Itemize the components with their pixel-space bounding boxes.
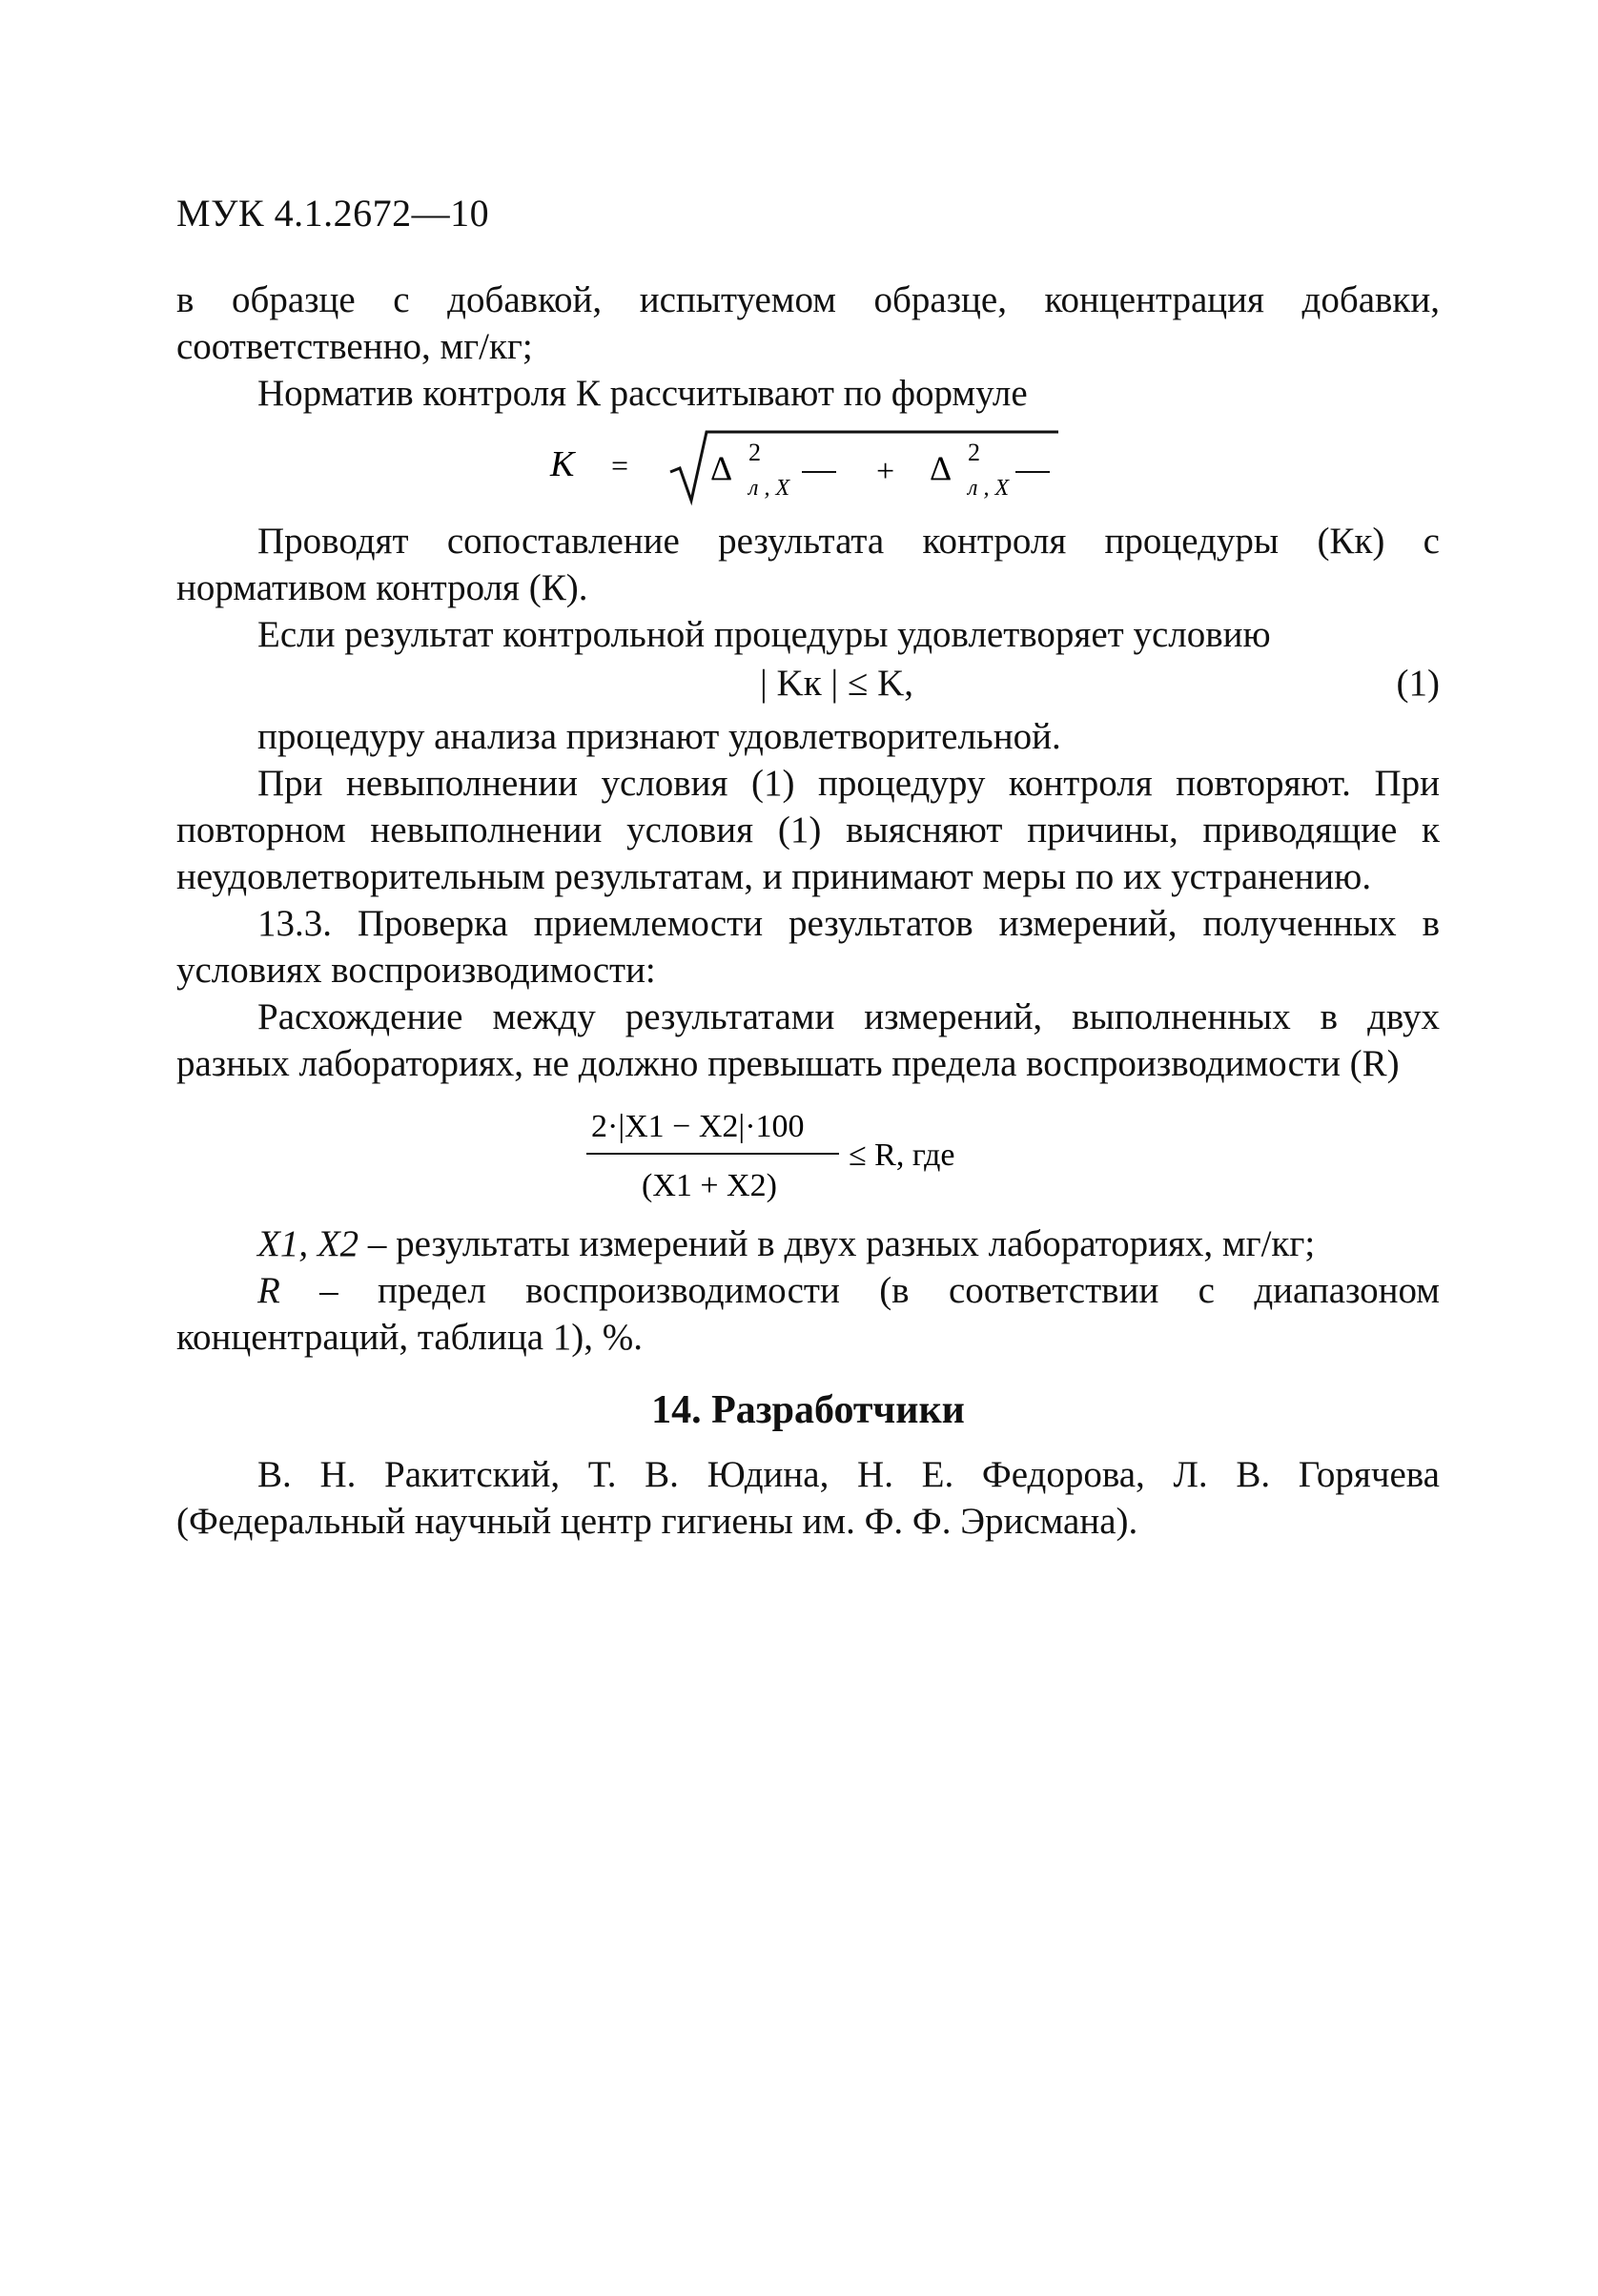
- paragraph-procedure-satisfactory: процедуру анализа признают удовлетворительной.: [257, 716, 1061, 757]
- paragraph-r-variable: [176, 1267, 1440, 1361]
- delta-symbol-1: Δ: [710, 449, 733, 487]
- formula-reproducibility-row: [176, 1097, 1440, 1211]
- r-variable-label: R: [257, 1270, 280, 1311]
- x-variables-label: X1, X2: [257, 1223, 359, 1264]
- subscript-lx-b: л , X: [968, 476, 1010, 501]
- formula-k-lhs: K: [550, 444, 575, 484]
- paragraph-repeat-procedure: При невыполнении условия (1) процедуру контроля повторяют. При повторном невыполнении условия (1) выясняют причины, приводящие к неудовлетворительным результатам, и принимают меры по их устранению.: [176, 763, 1440, 897]
- condition-1-formula: | Kк | ≤ K,: [759, 663, 914, 704]
- superscript-2-b: 2: [968, 439, 980, 466]
- main-text-block: [176, 277, 1440, 1545]
- formula-plus: +: [876, 454, 895, 489]
- paragraph-control-standard-intro: Норматив контроля К рассчитывают по формуле: [257, 373, 1028, 414]
- r-variable-description: – предел воспроизводимости (в соответствии с диапазоном концентраций, таблица 1), %.: [176, 1270, 1440, 1358]
- paragraph-sample-definition: в образце с добавкой, испытуемом образце, концентрация добавки, соответственно, мг/кг;: [176, 279, 1440, 367]
- condition-1-row: [176, 660, 1440, 709]
- paragraph-comparison: Проводят сопоставление результата контроля процедуры (Кк) с нормативом контроля (К).: [176, 521, 1440, 608]
- formula-k-row: [176, 422, 1440, 510]
- formula-repro-denominator: (X1 + X2): [642, 1168, 777, 1203]
- paragraph-section-13-3: 13.3. Проверка приемлемости результатов измерений, полученных в условиях воспроизводимости:: [176, 903, 1440, 991]
- x-variables-description: – результаты измерений в двух разных лабораториях, мг/кг;: [359, 1223, 1316, 1264]
- formula-repro-rhs: ≤ R, где: [849, 1138, 955, 1173]
- condition-1-number: (1): [1396, 663, 1440, 704]
- document-code-header: МУК 4.1.2672—10: [176, 192, 490, 235]
- paragraph-reproducibility-limit: Расхождение между результатами измерений, выполненных в двух разных лабораториях, не должно превышать предела воспроизводимости (R): [176, 996, 1440, 1084]
- paragraph-x-variables: [176, 1220, 1440, 1267]
- delta-symbol-2: Δ: [930, 449, 953, 487]
- paragraph-developers: В. Н. Ракитский, Т. В. Юдина, Н. Е. Федорова, Л. В. Горячева (Федеральный научный центр гигиены им. Ф. Ф. Эрисмана).: [176, 1454, 1440, 1542]
- superscript-2-a: 2: [748, 439, 761, 466]
- paragraph-condition-intro: Если результат контрольной процедуры удовлетворяет условию: [257, 614, 1271, 655]
- subscript-lx-a: л , X: [748, 476, 790, 501]
- formula-k-equals: =: [611, 448, 629, 482]
- formula-reproducibility: [176, 1097, 1440, 1211]
- formula-repro-numerator: 2·|X1 − X2|·100: [591, 1109, 805, 1144]
- section-14-title: 14. Разработчики: [651, 1388, 965, 1432]
- formula-k: [176, 422, 1440, 510]
